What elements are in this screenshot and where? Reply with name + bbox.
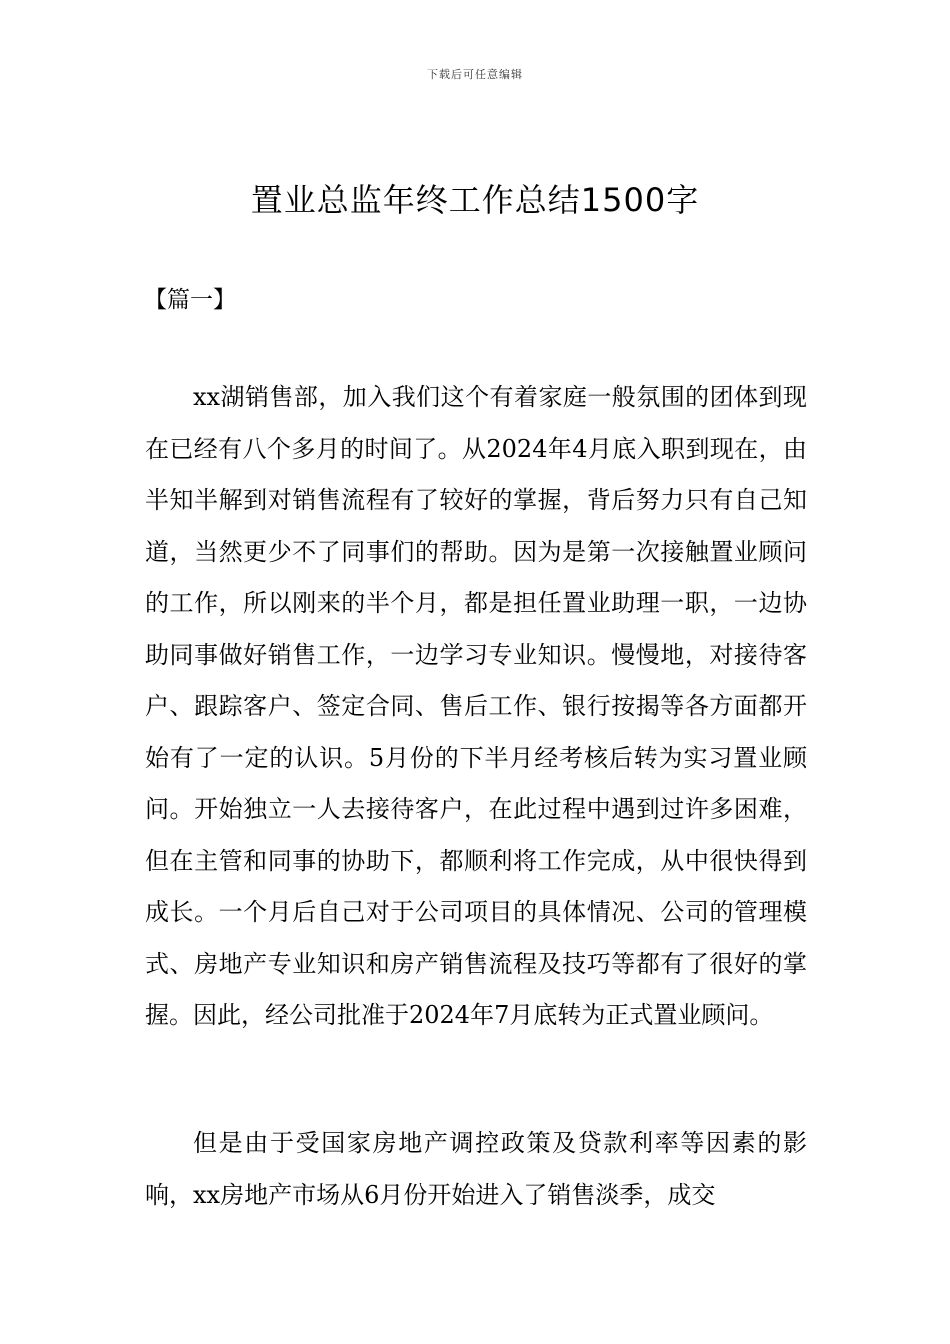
section-label: 【篇一】 bbox=[144, 287, 236, 313]
body-paragraph-2: 但是由于受国家房地产调控政策及贷款利率等因素的影响，xx房地产市场从6月份开始进入了销售淡季，成交 bbox=[145, 1129, 807, 1209]
body-paragraph-1: xx湖销售部，加入我们这个有着家庭一般氛围的团体到现在已经有八个多月的时间了。从2024年4月底入职到现在，由半知半解到对销售流程有了较好的掌握，背后努力只有自己知道，当然更少不了同事们的帮助。因为是第一次接触置业顾问的工作，所以刚来的半个月，都是担任置业助理一职，一边协助同事做好销售工作，一边学习专业知识。慢慢地，对接待客户、跟踪客户、签定合同、售后工作、银行按揭等各方面都开始有了一定的认识。5月份的下半月经考核后转为实习置业顾问。开始独立一人去接待客户，在此过程中遇到过许多困难，但在主管和同事的协助下，都顺利将工作完成，从中很快得到成长。一个月后自己对于公司项目的具体情况、公司的管理模式、房地产专业知识和房产销售流程及技巧等都有了很好的掌握。因此，经公司批准于2024年7月底转为正式置业顾问。 bbox=[145, 383, 807, 1029]
document-title: 置业总监年终工作总结1500字 bbox=[250, 181, 700, 219]
header-note: 下载后可任意编辑 bbox=[427, 68, 523, 81]
